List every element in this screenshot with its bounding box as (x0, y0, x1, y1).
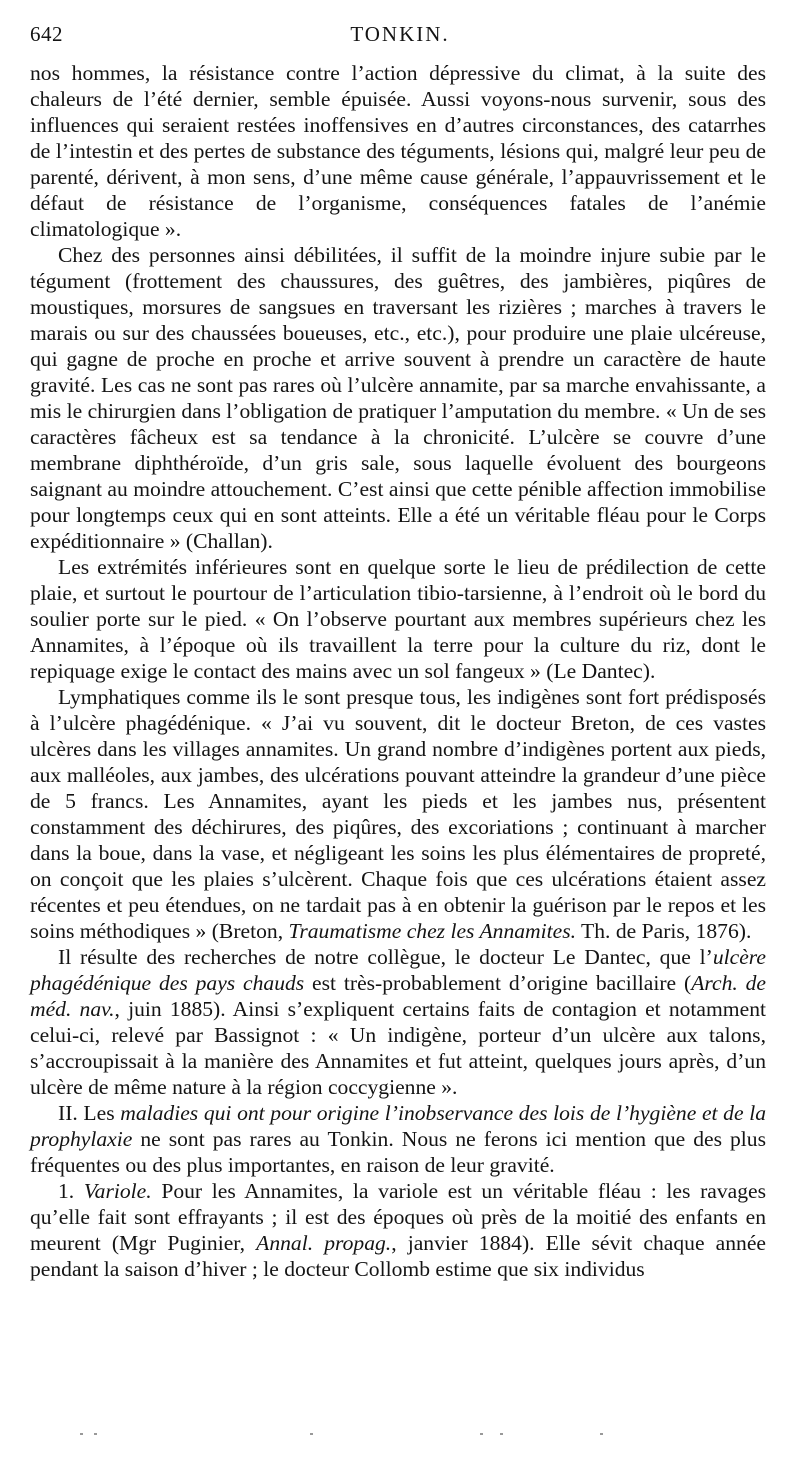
speck (600, 1433, 603, 1435)
paragraph (30, 1178, 766, 1282)
paragraph: Chez des personnes ainsi débilitées, il suffit de la moindre injure subie par le tégument (frottement des chaussures, des guêtres, des jambières, piqûres de moustiques, morsures de sangsues en traversant les rizières ; marches à travers le marais ou sur des chaussées boueuses, etc., etc.), pour produire une plaie ulcéreuse, qui gagne de proche en proche et arrive souvent à prendre un caractère de haute gravité. Les cas ne sont pas rares où l’ulcère annamite, par sa marche envahissante, a mis le chirurgien dans l’obligation de pratiquer l’amputation du membre. « Un de ses caractères fâcheux est sa tendance à la chronicité. L’ulcère se couvre d’une membrane diphthéroïde, d’un gris sale, sous laquelle évoluent des bourgeons saignant au moindre attouchement. C’est ainsi que cette pénible affection immobilise pour longtemps ceux qui en sont atteints. Elle a été un véritable fléau pour le Corps expéditionnaire » (Challan). (30, 243, 767, 553)
text-run: Lymphatiques comme ils le sont presque tous, les indigènes sont fort prédisposés à l’ulcère phagédénique. « J’ai vu souvent, dit le docteur Breton, de ces vastes ulcères dans les villages annamites. Un grand nombre d’indigènes portent aux pieds, aux malléoles, aux jambes, des ulcérations pouvant atteindre la grandeur d’une pièce de 5 francs. Les Annamites, ayant les pieds et les jambes nus, présentent constamment des déchirures, des piqûres, des excoriations ; continuant à marcher dans la boue, dans la vase, et négligeant les soins les plus élémentaires de propreté, on conçoit que les plaies s’ulcèrent. Chaque fois que ces ulcérations étaient assez récentes et peu étendues, on ne tardait pas à en obtenir la guérison par le repos et les soins méthodiques » (Breton, (30, 685, 766, 943)
text-run: 1. (58, 1179, 84, 1203)
speck (310, 1433, 313, 1435)
italic-term: ulcère phagédénique des pays chauds (30, 945, 766, 995)
text-run: II. Les (58, 1101, 121, 1125)
italic-citation: Annal. propag. (256, 1231, 392, 1255)
body-text (30, 60, 766, 1282)
text-run: Pour les Annamites, la variole est un véritable fléau : les ravages qu’elle fait sont effrayants ; il est des époques où près de la moitié des enfants en meurent (Mgr Puginier, (30, 1179, 767, 1255)
text-run: , juin 1885). Ainsi s’expliquent certains faits de contagion et notamment celui-ci, relevé par Bassignot : « Un indigène, porteur d’un ulcère aux talons, s’accroupissait à la manière des Annamites et fut atteint, quelques jours après, d’un ulcère de même nature à la région coccygienne ». (30, 997, 766, 1099)
paragraph-continued: nos hommes, la résistance contre l’action dépressive du climat, à la suite des chaleurs de l’été dernier, semble épuisée. Aussi voyons-nous survenir, sous des influences qui seraient restées inoffensives en d’autres circonstances, des catarrhes de l’intestin et des pertes de substance des téguments, lésions qui, malgré leur peu de parenté, dérivent, à mon sens, d’une même cause générale, l’appauvrissement et le défaut de résistance de l’organisme, conséquences fatales de l’anémie climatologique ». (30, 61, 766, 241)
speck (94, 1433, 97, 1435)
scan-specks (80, 1433, 680, 1439)
paragraph (30, 944, 766, 1100)
text-run: , janvier 1884). Elle sévit chaque année pendant la saison d’hiver ; le docteur Collomb estime que six individus (30, 1231, 766, 1281)
paragraph (30, 684, 766, 944)
paragraph: Les extrémités inférieures sont en quelque sorte le lieu de prédilection de cette plaie, et surtout le pourtour de l’articulation tibio-tarsienne, à l’endroit où le bord du soulier porte sur le pied. « On l’observe pourtant aux membres supérieurs chez les Annamites, à l’époque où ils travaillent la terre pour la culture du riz, dont le repiquage exige le contact des mains avec un sol fangeux » (Le Dantec). (30, 555, 766, 683)
italic-term: maladies qui ont pour origine l’inobservance des lois de l’hygiène et de la prophylaxie (30, 1101, 766, 1151)
paragraph (30, 1100, 766, 1178)
text-run: est très-probablement d’origine bacillaire ( (304, 971, 692, 995)
running-title: TONKIN. (350, 22, 450, 46)
text-run: ne sont pas rares au Tonkin. Nous ne ferons ici mention que des plus fréquentes ou des plus importantes, en raison de leur gravité. (30, 1127, 766, 1177)
speck (480, 1433, 483, 1435)
italic-citation: Arch. de méd. nav. (30, 971, 766, 1021)
italic-citation: Traumatisme chez les Annamites. (288, 919, 577, 943)
italic-heading: Variole. (83, 1179, 152, 1203)
text-run: Th. de Paris, 1876). (576, 919, 752, 943)
page-header (30, 22, 770, 58)
text-run: Il résulte des recherches de notre collègue, le docteur Le Dantec, que l’ (58, 945, 713, 969)
speck (80, 1433, 83, 1435)
speck (500, 1433, 503, 1435)
page-number: 642 (30, 22, 63, 46)
